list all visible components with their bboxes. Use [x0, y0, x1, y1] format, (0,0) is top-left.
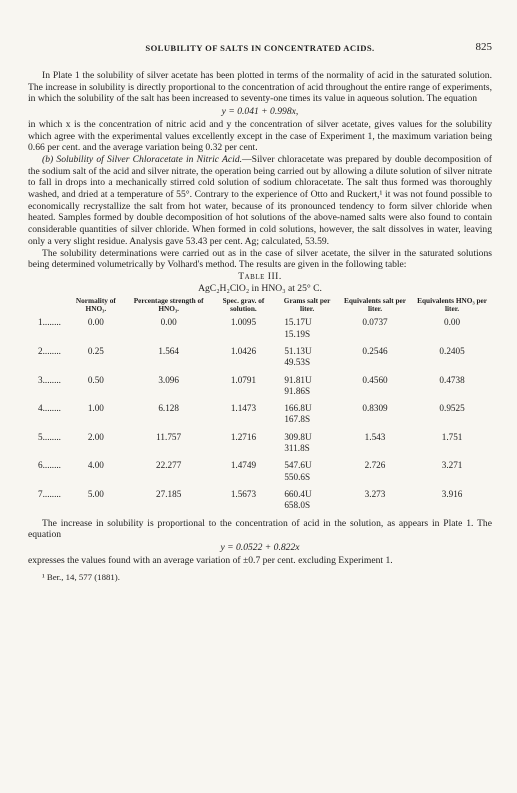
- table-row: 6........ 4.00 22.277 1.4749 547.6U 550.6S 2.726 3.271: [38, 460, 463, 482]
- table-row: 2........ 0.25 1.564 1.0426 51.13U 49.53S 0.2546 0.2405: [38, 345, 465, 368]
- table-header-cell: Grams salt per liter.: [283, 296, 331, 314]
- table-header-cell: Spec. grav. of solution.: [222, 296, 265, 314]
- table-header-cell: Equivalents HNO₃ per liter.: [417, 296, 488, 314]
- table-header-cell: Equivalents salt per liter.: [344, 296, 407, 314]
- table-header-spacer: [34, 297, 65, 317]
- table-row: 5........ 2.00 11.757 1.2716 309.8U 311.8S 1.543 1.751: [38, 431, 463, 454]
- equation-2: y = 0.0522 + 0.822x: [220, 541, 300, 553]
- section-heading: (b) Solubility of Silver Chloracetate in Nitric Acid.: [42, 153, 243, 165]
- document-page: [28, 0, 492, 793]
- paragraph-5: The increase in solubility is proportional to the concentration of acid in the solution, as appears in Plate 1. The equation: [28, 517, 492, 541]
- table-header-row: [34, 297, 492, 317]
- paragraph-6: expresses the values found with an average variation of ±0.7 per cent. excluding Experiment 1.: [28, 554, 393, 566]
- paragraph-3: [28, 154, 492, 248]
- table-row: 3........ 0.50 3.096 1.0791 91.81U 91.86S 0.4560 0.4738: [38, 374, 465, 396]
- table-row: 1........ 0.00 0.00 1.0095 15.17U 15.19S 0.0737 0.00: [38, 317, 461, 339]
- table-header-cell: Normality of HNO₃.: [75, 296, 116, 314]
- table-subtitle: AgC₂H₂ClO₂ in HNO₃ at 25° C.: [198, 282, 322, 294]
- footnote: ¹ Ber., 14, 577 (1881).: [42, 572, 120, 583]
- paragraph-1: In Plate 1 the solubility of silver acetate has been plotted in terms of the normality of acid in the saturated solution. The increase in solubility is directly proportional to the concentration of acid throughout the entire range of experiments, in which the solubility of the salt has been increased to seventy-one times its value in aqueous solution. The equation: [28, 70, 492, 105]
- body-text: [28, 70, 492, 584]
- equation-1: y = 0.041 + 0.998x,: [221, 106, 299, 118]
- table-row: 7........ 5.00 27.185 1.5673 660.4U 658.0S 3.273 3.916: [38, 488, 463, 511]
- table-header-cell: Percentage strength of HNO₃.: [133, 296, 204, 314]
- paragraph-2: in which x is the concentration of nitric acid and y the concentration of silver acetate, gives values for the solubility which agree with the experimental values excellently except in the case of Experiment 1, the maximum variation being 0.66 per cent. and the average variation being 0.32 per cent.: [28, 118, 492, 154]
- paragraph-4: The solubility determinations were carried out as in the case of silver acetate, the silver in the saturated solutions being determined volumetrically by Volhard's method. The results are given in the following table:: [28, 247, 492, 271]
- paragraph-3-text: —Silver chloracetate was prepared by double decomposition of the sodium salt of the acid and silver nitrate, the operation being carried out by allowing a dilute solution of silver nitrate to fall in drops into a mechanically stirred cold solution of sodium chloracetate. The salt thus formed was thoroughly washed, and dried at a temperature of 55°. Contrary to the experience of Otto and Ruckert,¹ it was not found possible to economically recrystallize the salt from hot water, because of its pronounced tendency to form silver chloride when heated. Samples formed by double decomposition of hot solutions of the above-named salts were also found to contain considerable quantities of silver chloride. When formed in cold solutions, however, the salt dissolves in water, leaving only a very slight residue. Analysis gave 53.43 per cent. Ag; calculated, 53.59.: [28, 153, 492, 247]
- table-row: 4........ 1.00 6.128 1.1473 166.8U 167.8S 0.8309 0.9525: [38, 403, 465, 425]
- solubility-table: [34, 297, 492, 517]
- page-header: [28, 43, 492, 57]
- table-title: Table III.: [238, 270, 282, 282]
- running-title: SOLUBILITY OF SALTS IN CONCENTRATED ACIDS.: [145, 43, 375, 53]
- page-number: 825: [475, 41, 492, 53]
